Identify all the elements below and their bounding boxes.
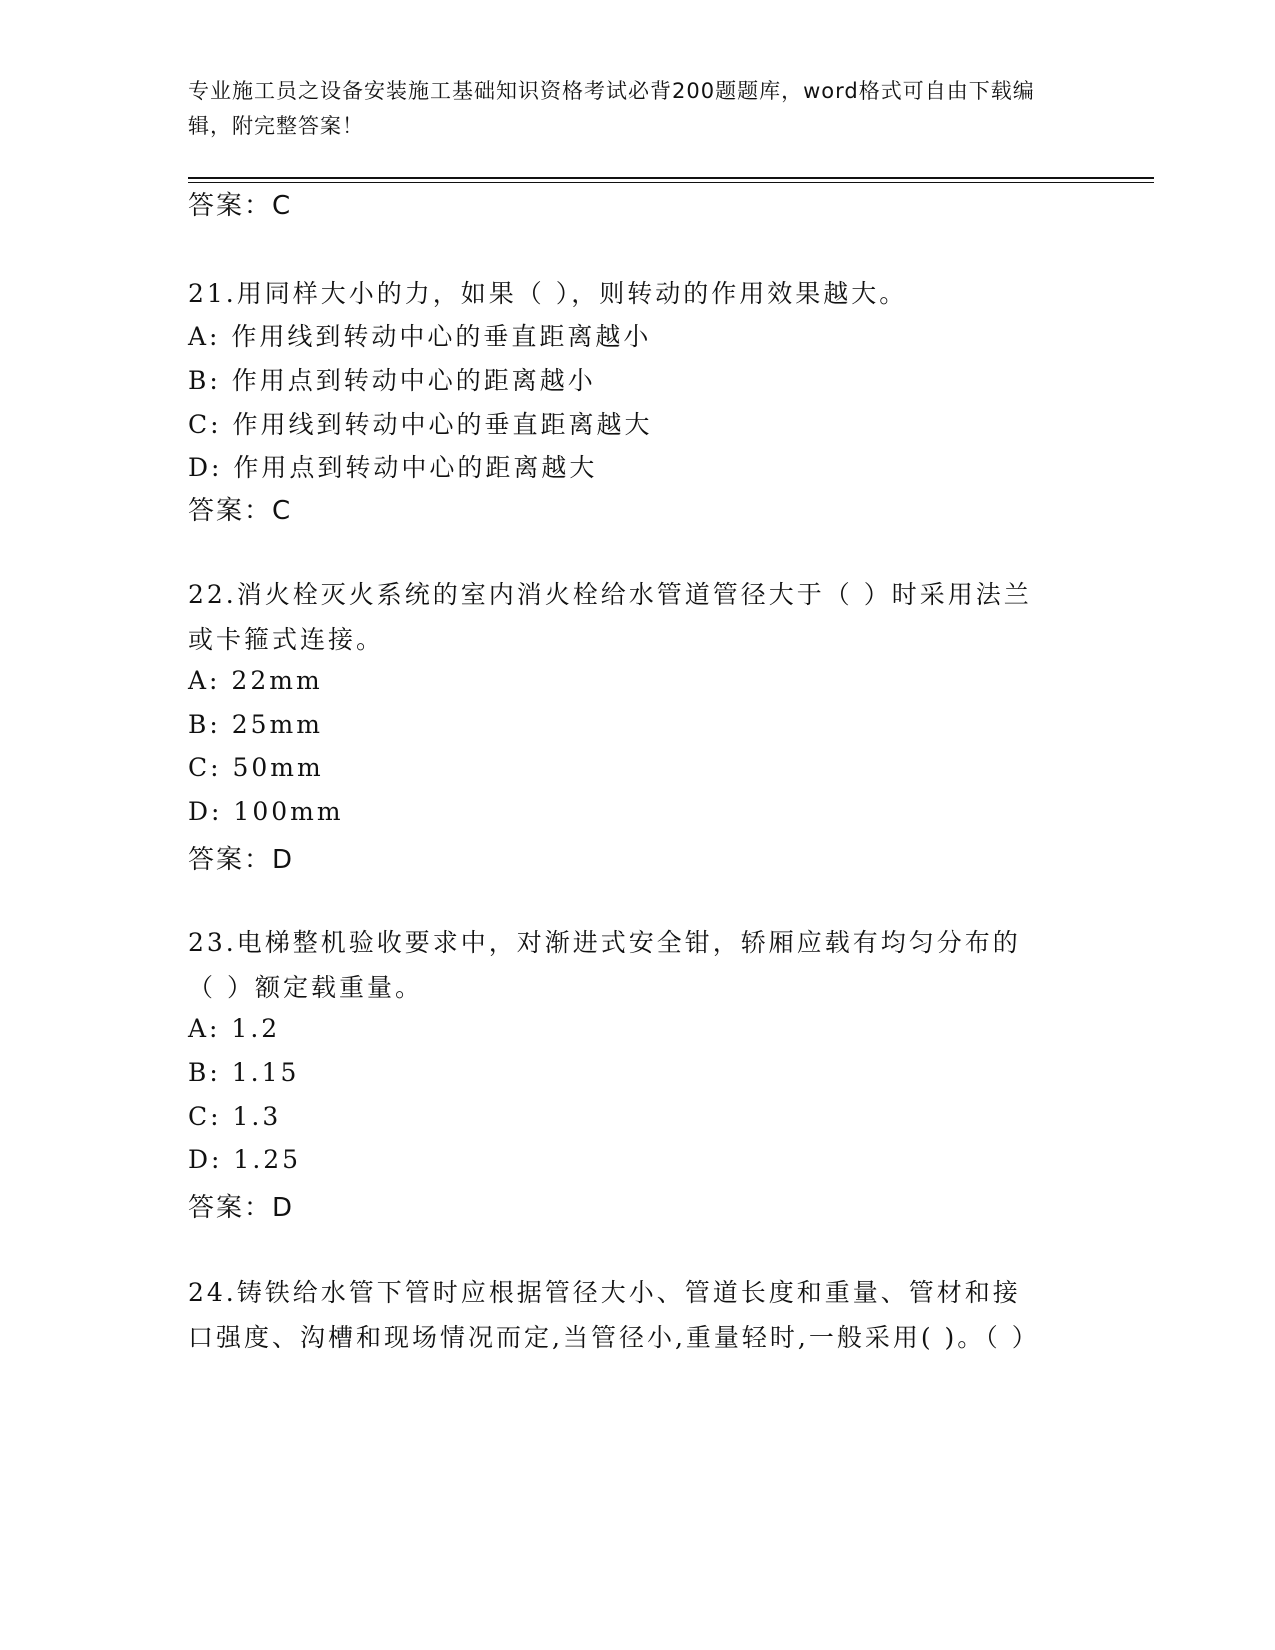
answer-line: 答案：D — [188, 1193, 295, 1223]
question-stem: 23.电梯整机验收要求中，对渐进式安全钳，轿厢应载有均匀分布的（ ）额定载重量。 — [188, 928, 1021, 1002]
header-divider-thin — [188, 182, 1154, 183]
option-a: A: 22mm — [188, 666, 323, 695]
option-b: B: 1.15 — [188, 1058, 300, 1087]
question-stem: 24.铸铁给水管下管时应根据管径大小、管道长度和重量、管材和接口强度、沟槽和现场情况而定,当管径小,重量轻时,一般采用( )。（ ） — [188, 1278, 1040, 1352]
option-d: D: 1.25 — [188, 1145, 302, 1174]
question-stem: 22.消火栓灭火系统的室内消火栓给水管道管径大于（ ）时采用法兰或卡箍式连接。 — [188, 580, 1032, 654]
answer-line: 答案：C — [188, 496, 293, 526]
option-b: B: 25mm — [188, 710, 323, 739]
option-a: A: 作用线到转动中心的垂直距离越小 — [188, 322, 652, 351]
question-stem: 21.用同样大小的力，如果（ ），则转动的作用效果越大。 — [188, 279, 908, 308]
option-c: C: 50mm — [188, 753, 324, 782]
option-a: A: 1.2 — [188, 1014, 281, 1043]
answer-line: 答案：D — [188, 845, 295, 875]
page-header: 专业施工员之设备安装施工基础知识资格考试必背200题题库，word格式可自由下载编辑，附完整答案！ — [188, 79, 1035, 138]
option-c: C: 作用线到转动中心的垂直距离越大 — [188, 410, 653, 439]
option-d: D: 作用点到转动中心的距离越大 — [188, 453, 598, 482]
header-divider — [188, 177, 1154, 179]
option-c: C: 1.3 — [188, 1102, 282, 1131]
option-d: D: 100mm — [188, 797, 344, 826]
answer-line: 答案：C — [188, 191, 293, 221]
option-b: B: 作用点到转动中心的距离越小 — [188, 366, 596, 395]
